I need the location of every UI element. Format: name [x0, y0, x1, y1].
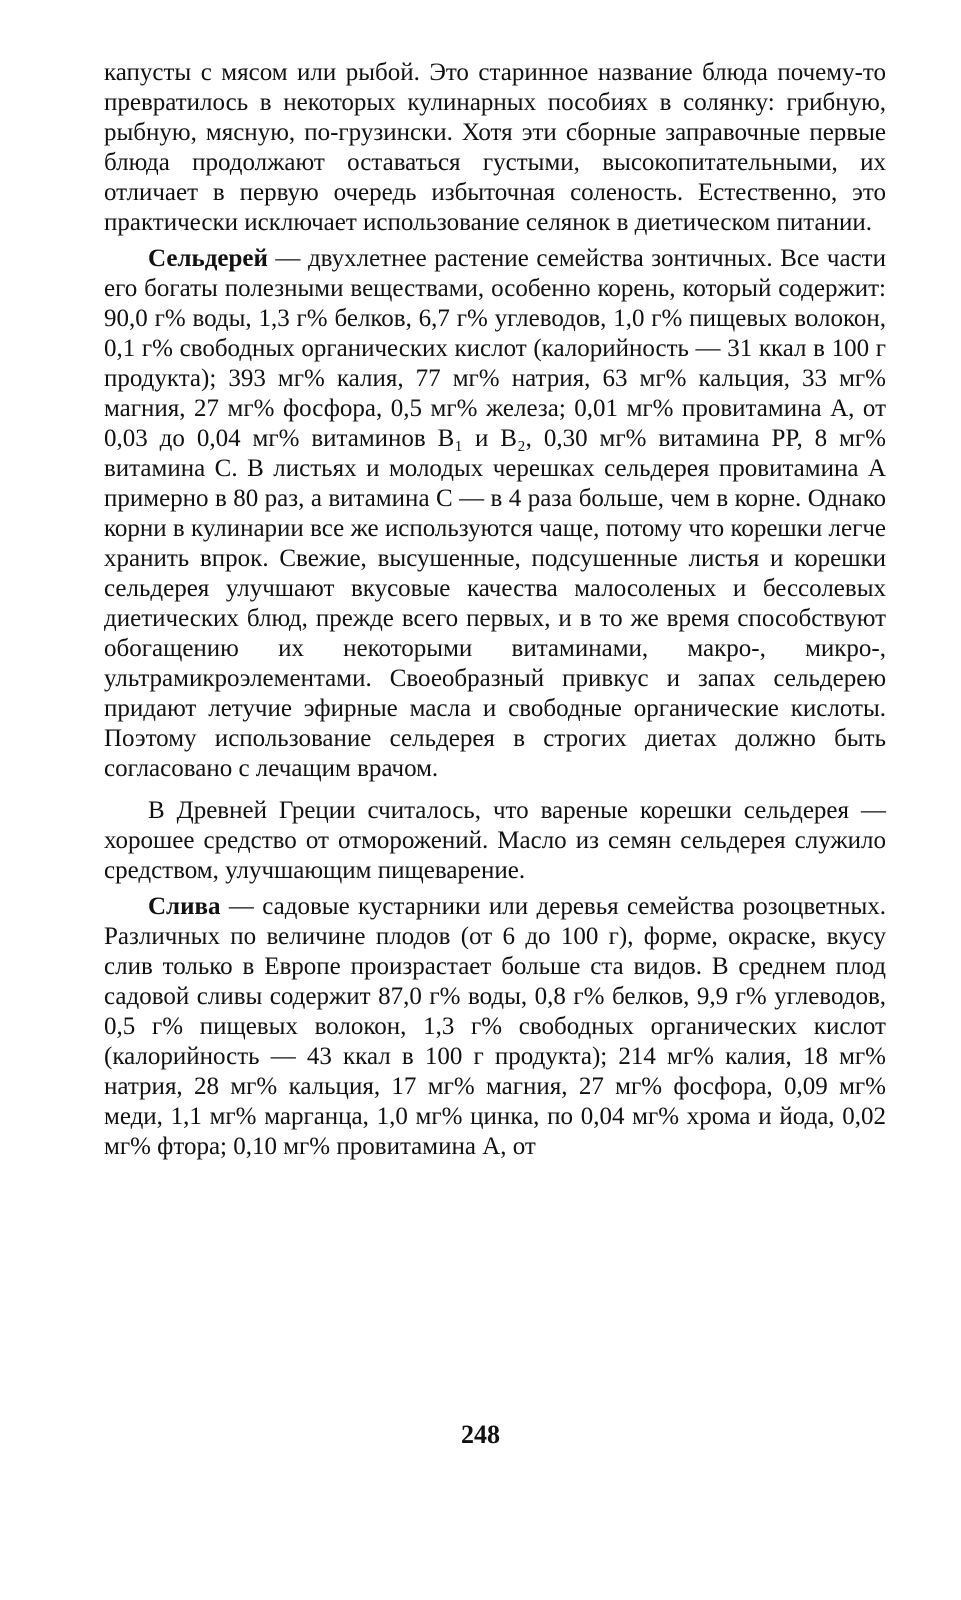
paragraph-text: В Древней Греции считалось, что вареные корешки сельдерея — хорошее средство от отморожений. Масло из семян сельдерея служило средством, улучшающим пищеварение.: [104, 797, 886, 884]
paragraph-ancient-greece: [104, 796, 886, 886]
page-body: [104, 58, 886, 1162]
page-number: 248: [461, 1420, 500, 1449]
term-celery: Сельдерей: [148, 245, 268, 272]
paragraph-plum: [104, 892, 886, 1162]
paragraph-text: капусты с мясом или рыбой. Это старинное название блюда почему-то превратилось в некоторых кулинарных пособиях в солянку: грибную, рыбную, мясную, по-грузински. Хотя эти сборные заправочные первые блюда продолжают оставаться густыми, высокопитательными, их отличает в первую очередь избыточная соленость. Естественно, это практически исключает использование селянок в диетическом питании.: [104, 59, 886, 236]
paragraph-text: — двухлетнее растение семейства зонтичных. Все части его богаты полезными веществами, особенно корень, который содержит: 90,0 г% воды, 1,3 г% белков, 6,7 г% углеводов, 1,0 г% пищевых волокон, 0,1 г% свободных органических кислот (калорийность — 31 ккал в 100 г продукта); 393 мг% калия, 77 мг% натрия, 63 мг% кальция, 33 мг% магния, 27 мг% фосфора, 0,5 мг% железа; 0,01 мг% провитамина А, от 0,03 до 0,04 мг% витаминов B₁ и B₂, 0,30 мг% витамина PP, 8 мг% витамина С. В листьях и молодых черешках сельдерея провитамина А примерно в 80 раз, а витамина С — в 4 раза больше, чем в корне. Однако корни в кулинарии все же используются чаще, потому что корешки легче хранить впрок. Свежие, высушенные, подсушенные листья и корешки сельдерея улучшают вкусовые качества малосоленых и бессолевых диетических блюд, прежде всего первых, и в то же время способствуют обогащению их некоторыми витаминами, макро-, микро-, ультрамикроэлементами. Своеобразный привкус и запах сельдерею придают летучие эфирные масла и свободные органические кислоты. Поэтому использование сельдерея в строгих диетах должно быть согласовано с лечащим врачом.: [104, 245, 886, 782]
paragraph-text: — садовые кустарники или деревья семейства розоцветных. Различных по величине плодов (от 6 до 100 г), форме, окраске, вкусу слив только в Европе произрастает больше ста видов. В среднем плод садовой сливы содержит 87,0 г% воды, 0,8 г% белков, 9,9 г% углеводов, 0,5 г% пищевых волокон, 1,3 г% свободных органических кислот (калорийность — 43 ккал в 100 г продукта); 214 мг% калия, 18 мг% натрия, 28 мг% кальция, 17 мг% магния, 27 мг% фосфора, 0,09 мг% меди, 1,1 мг% марганца, 1,0 мг% цинка, по 0,04 мг% хрома и йода, 0,02 мг% фтора; 0,10 мг% провитамина А, от: [104, 893, 886, 1160]
term-plum: Слива: [148, 893, 221, 920]
paragraph-celery: [104, 244, 886, 784]
paragraph-solyanka: [104, 58, 886, 238]
